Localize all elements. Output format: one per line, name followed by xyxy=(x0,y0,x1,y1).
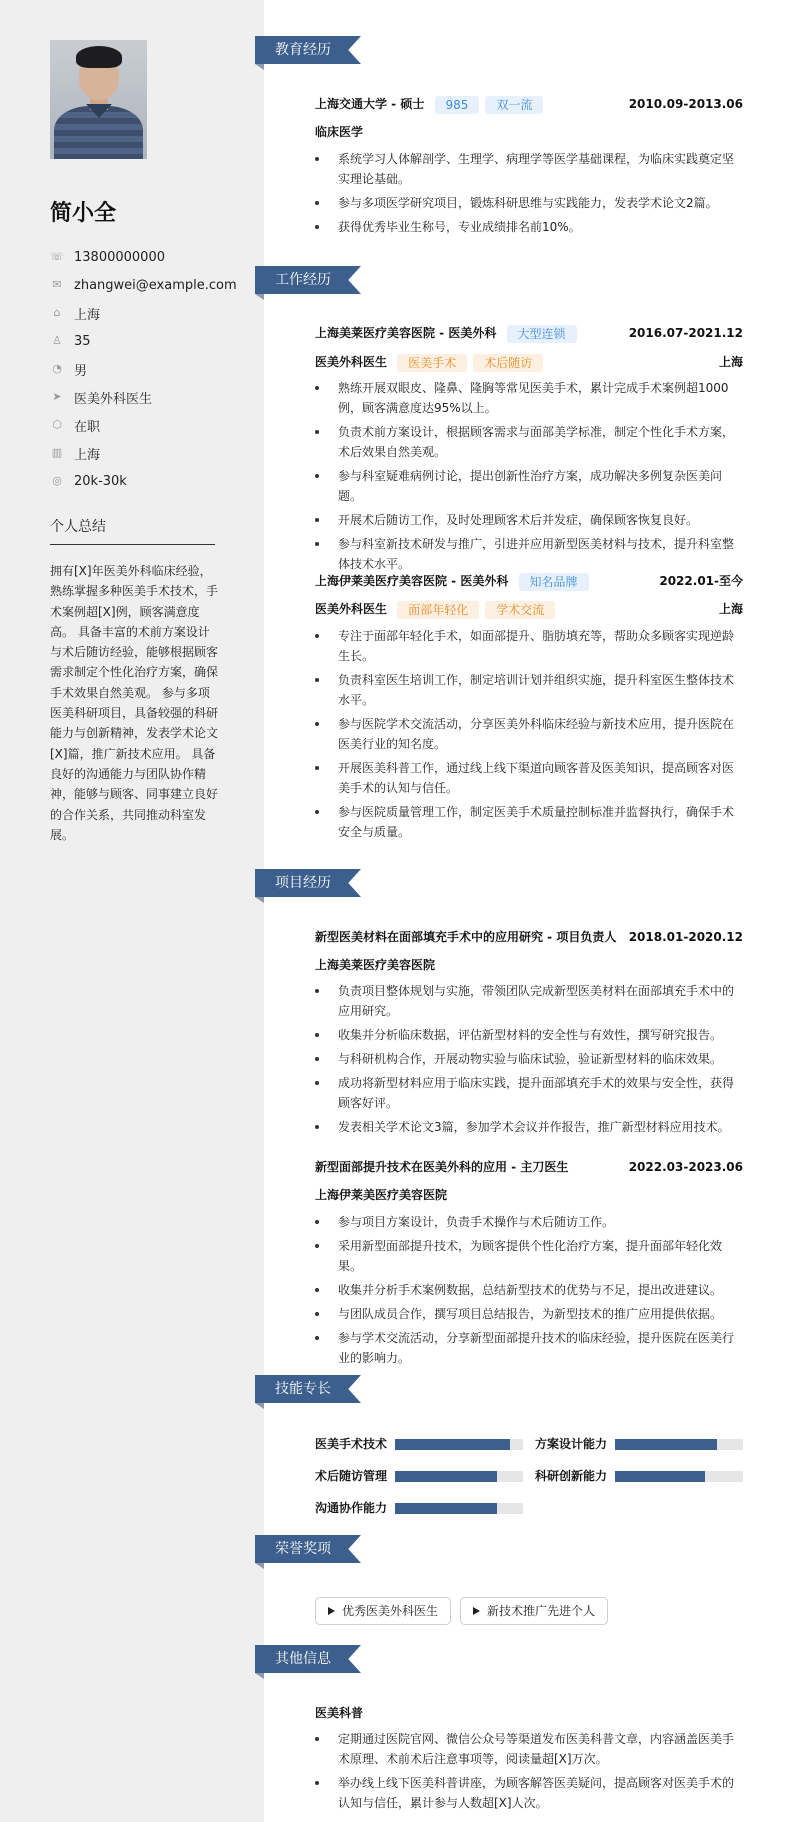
contact-text: 男 xyxy=(74,363,88,379)
list-item: 参与医院学术交流活动，分享医美外科临床经验与新技术应用，提升医院在医美行业的知名度。 xyxy=(315,714,743,754)
list-item: 开展术后随访工作，及时处理顾客术后并发症，确保顾客恢复良好。 xyxy=(315,510,743,530)
education-tag: 双一流 xyxy=(485,96,543,114)
city-icon: ▥ xyxy=(51,446,63,459)
list-item: 参与科室新技术研发与推广，引进并应用新型医美材料与技术，提升科室整体技术水平。 xyxy=(315,534,743,574)
summary-text: 拥有[X]年医美外科临床经验，熟练掌握多种医美手术技术，手术案例超[X]例，顾客满意度高。 具备丰富的术前方案设计与术后随访经验，能够根据顾客需求制定个性化治疗方案，确保手术效果自然美观。 参与多项医美科研项目，具备较强的科研能力与创新精神，发表学术论文[X]篇，推广新技术应用。 具备良好的沟通能力与团队协作精神，能够与顾客、同事建立良好的合作关系，共同推动科室发展。 xyxy=(50,564,219,842)
list-item: 成功将新型材料应用于临床实践，提升面部填充手术的效果与安全性，获得顾客好评。 xyxy=(315,1073,743,1113)
contact-list xyxy=(50,243,250,495)
skill-item xyxy=(315,1434,387,1454)
list-item: 举办线上线下医美科普讲座，为顾客解答医美疑问，提高顾客对医美手术的认知与信任，累计参与人数超[X]人次。 xyxy=(315,1773,743,1813)
honor-badge: 新技术推广先进个人 xyxy=(460,1597,608,1625)
skill-name: 方案设计能力 xyxy=(535,1437,608,1451)
project-org: 上海美莱医疗美容医院 xyxy=(315,958,436,972)
section-projects: 项目经历 xyxy=(255,869,361,897)
list-item: 熟练开展双眼皮、隆鼻、隆胸等常见医美手术，累计完成手术案例超1000例，顾客满意度达95%以上。 xyxy=(315,378,743,418)
skill-bar-fill xyxy=(615,1439,717,1450)
list-item: 定期通过医院官网、微信公众号等渠道发布医美科普文章，内容涵盖医美手术原理、术前术后注意事项等，阅读量超[X]万次。 xyxy=(315,1729,743,1769)
education-head xyxy=(315,94,743,114)
education-school: 上海交通大学 - 硕士 xyxy=(315,97,425,111)
contact-item xyxy=(50,467,250,495)
email-icon: ✉ xyxy=(52,278,62,291)
contact-item xyxy=(50,411,250,439)
list-item: 收集并分析手术案例数据，总结新型技术的优势与不足，提出改进建议。 xyxy=(315,1280,743,1300)
skill-bar xyxy=(615,1471,743,1482)
work-head xyxy=(315,571,743,591)
project-head xyxy=(315,927,743,947)
contact-text: 在职 xyxy=(74,419,101,435)
skill-name: 医美手术技术 xyxy=(315,1437,388,1451)
work-period: 2016.07-2021.12 xyxy=(628,326,743,340)
list-item: 参与项目方案设计，负责手术操作与术后随访工作。 xyxy=(315,1212,743,1232)
section-honors: 荣誉奖项 xyxy=(255,1535,361,1563)
work-role-tag: 面部年轻化 xyxy=(397,601,479,619)
profile-photo xyxy=(50,40,147,159)
list-item: 与科研机构合作，开展动物实验与临床试验，验证新型材料的临床效果。 xyxy=(315,1049,743,1069)
work-role-tag: 医美手术 xyxy=(397,354,467,372)
contact-text: 20k-30k xyxy=(74,473,127,489)
contact-item xyxy=(50,243,250,271)
work-period: 2022.01-至今 xyxy=(659,574,743,588)
others-bullets xyxy=(315,1729,743,1817)
list-item: 参与多项医学研究项目，锻炼科研思维与实践能力，发表学术论文2篇。 xyxy=(315,193,743,213)
contact-item xyxy=(50,299,250,327)
skill-item xyxy=(315,1466,387,1486)
list-item: 采用新型面部提升技术，为顾客提供个性化治疗方案，提升面部年轻化效果。 xyxy=(315,1236,743,1276)
gender-icon: ◔ xyxy=(52,362,62,375)
contact-item xyxy=(50,355,250,383)
education-period: 2010.09-2013.06 xyxy=(628,97,743,111)
list-item: 负责术前方案设计，根据顾客需求与面部美学标准，制定个性化手术方案，术后效果自然美观。 xyxy=(315,422,743,462)
section-skills: 技能专长 xyxy=(255,1375,361,1403)
work-role: 医美外科医生 xyxy=(315,355,388,369)
skill-bar-fill xyxy=(395,1503,497,1514)
summary-title: 个人总结 xyxy=(50,516,215,545)
skill-name: 沟通协作能力 xyxy=(315,1501,388,1515)
section-others: 其他信息 xyxy=(255,1645,361,1673)
home-icon: ⌂ xyxy=(53,306,61,319)
contact-text: 医美外科医生 xyxy=(74,391,153,407)
work-bullets xyxy=(315,626,743,846)
others-title: 医美科普 xyxy=(315,1706,364,1720)
skill-bar-fill xyxy=(395,1471,497,1482)
list-item: 发表相关学术论文3篇，参加学术会议并作报告，推广新型材料应用技术。 xyxy=(315,1117,743,1137)
project-period: 2022.03-2023.06 xyxy=(628,1160,743,1174)
project-bullets xyxy=(315,1212,743,1372)
list-item: 参与医院质量管理工作，制定医美手术质量控制标准并监督执行，确保手术安全与质量。 xyxy=(315,802,743,842)
skill-name: 术后随访管理 xyxy=(315,1469,388,1483)
list-item: 专注于面部年轻化手术，如面部提升、脂肪填充等，帮助众多顾客实现逆龄生长。 xyxy=(315,626,743,666)
work-company: 上海美莱医疗美容医院 - 医美外科 xyxy=(315,326,497,340)
skill-item xyxy=(535,1466,607,1486)
list-item: 与团队成员合作，撰写项目总结报告，为新型技术的推广应用提供依据。 xyxy=(315,1304,743,1324)
work-role: 医美外科医生 xyxy=(315,602,388,616)
work-city: 上海 xyxy=(718,602,743,616)
work-role-row xyxy=(315,352,743,372)
section-work: 工作经历 xyxy=(255,266,361,294)
skill-bar xyxy=(615,1439,743,1450)
skill-bar xyxy=(395,1471,523,1482)
contact-item xyxy=(50,383,250,411)
skill-bar-fill xyxy=(395,1439,510,1450)
phone-icon: ☏ xyxy=(50,250,64,263)
salary-icon: ◎ xyxy=(52,474,62,487)
skill-bar xyxy=(395,1439,523,1450)
position-icon: ➤ xyxy=(52,390,62,403)
play-icon xyxy=(473,1607,480,1615)
project-title: 新型面部提升技术在医美外科的应用 - 主刀医生 xyxy=(315,1160,569,1174)
section-education: 教育经历 xyxy=(255,36,361,64)
contact-text: zhangwei@example.com xyxy=(74,277,237,293)
skill-bar-fill xyxy=(615,1471,705,1482)
profile-name: 简小全 xyxy=(50,201,117,226)
education-tag: 985 xyxy=(435,96,480,114)
work-role-tag: 术后随访 xyxy=(473,354,543,372)
project-title: 新型医美材料在面部填充手术中的应用研究 - 项目负责人 xyxy=(315,930,617,944)
list-item: 负责项目整体规划与实施，带领团队完成新型医美材料在面部填充手术中的应用研究。 xyxy=(315,981,743,1021)
skill-item xyxy=(315,1498,387,1518)
contact-text: 13800000000 xyxy=(74,249,165,265)
list-item: 参与科室疑难病例讨论，提出创新性治疗方案，成功解决多例复杂医美问题。 xyxy=(315,466,743,506)
education-major: 临床医学 xyxy=(315,125,364,139)
list-item: 系统学习人体解剖学、生理学、病理学等医学基础课程，为临床实践奠定坚实理论基础。 xyxy=(315,149,743,189)
work-bullets xyxy=(315,378,743,578)
project-period: 2018.01-2020.12 xyxy=(628,930,743,944)
contact-text: 上海 xyxy=(74,447,101,463)
contact-item xyxy=(50,327,250,355)
list-item: 参与学术交流活动，分享新型面部提升技术的临床经验，提升医院在医美行业的影响力。 xyxy=(315,1328,743,1368)
honor-badge: 优秀医美外科医生 xyxy=(315,1597,451,1625)
skill-bar xyxy=(395,1503,523,1514)
list-item: 获得优秀毕业生称号，专业成绩排名前10%。 xyxy=(315,217,743,237)
contact-text: 35 xyxy=(74,333,91,349)
work-role-row xyxy=(315,599,743,619)
work-company: 上海伊莱美医疗美容医院 - 医美外科 xyxy=(315,574,509,588)
contact-item xyxy=(50,271,250,299)
skill-name: 科研创新能力 xyxy=(535,1469,608,1483)
work-role-tag: 学术交流 xyxy=(485,601,555,619)
work-city: 上海 xyxy=(718,355,743,369)
list-item: 开展医美科普工作，通过线上线下渠道向顾客普及医美知识，提高顾客对医美手术的认知与信任。 xyxy=(315,758,743,798)
project-org: 上海伊莱美医疗美容医院 xyxy=(315,1188,448,1202)
work-tag: 大型连锁 xyxy=(507,325,577,343)
list-item: 负责科室医生培训工作，制定培训计划并组织实施，提升科室医生整体技术水平。 xyxy=(315,670,743,710)
age-icon: ♙ xyxy=(52,334,62,347)
work-tag: 知名品牌 xyxy=(519,573,589,591)
contact-item xyxy=(50,439,250,467)
skill-item xyxy=(535,1434,607,1454)
play-icon xyxy=(328,1607,335,1615)
project-head xyxy=(315,1157,743,1177)
list-item: 收集并分析临床数据，评估新型材料的安全性与有效性，撰写研究报告。 xyxy=(315,1025,743,1045)
project-bullets xyxy=(315,981,743,1141)
education-bullets xyxy=(315,149,743,241)
status-icon: ⬡ xyxy=(52,418,62,431)
work-head xyxy=(315,323,743,343)
contact-text: 上海 xyxy=(74,307,101,323)
